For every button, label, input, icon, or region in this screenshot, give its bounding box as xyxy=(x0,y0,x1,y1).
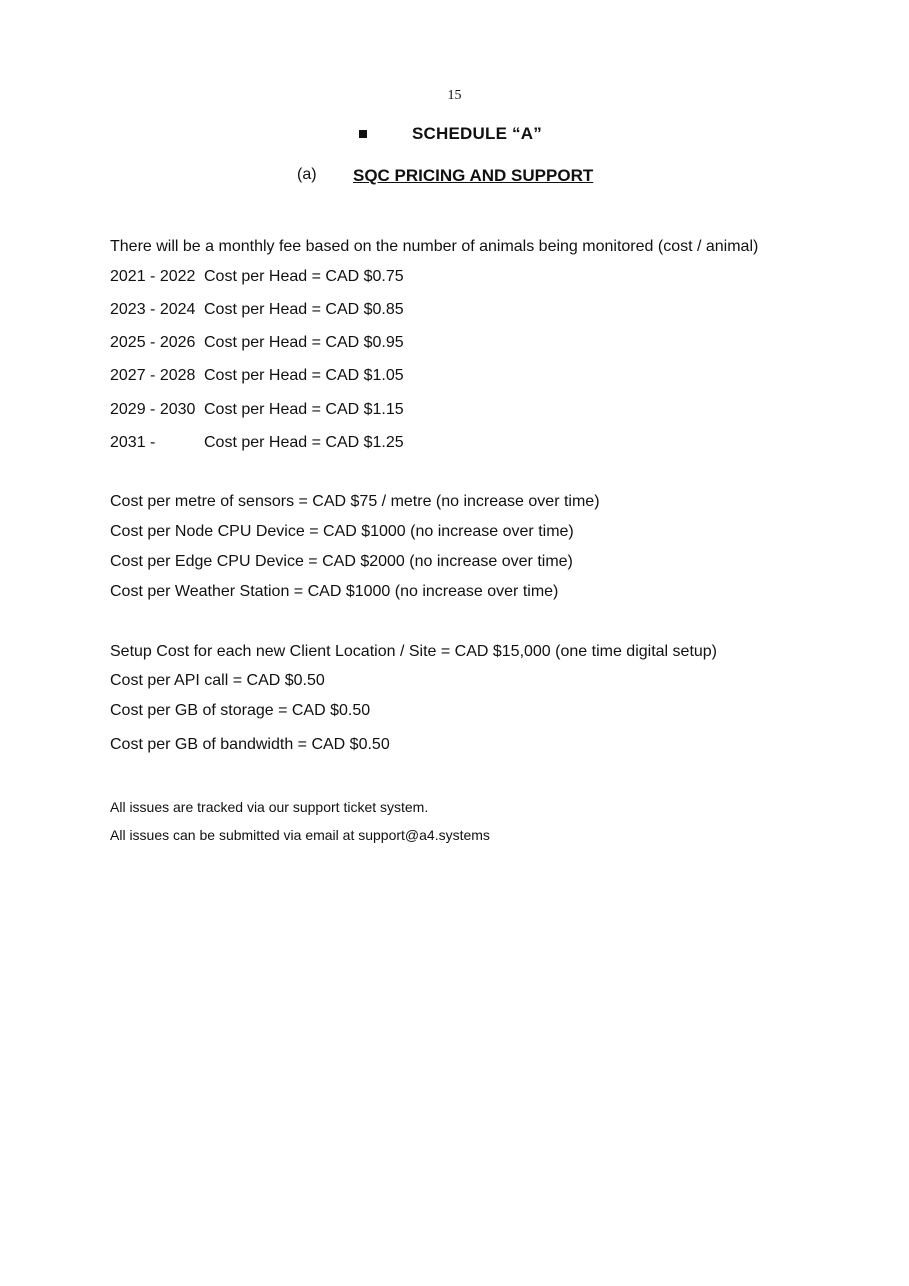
square-bullet-icon xyxy=(359,130,367,138)
price-years: 2027 - 2028 xyxy=(110,367,196,384)
section-title: SQC PRICING AND SUPPORT xyxy=(353,166,594,185)
hardware-cost-line: Cost per metre of sensors = CAD $75 / metre (no increase over time) xyxy=(110,493,600,510)
price-years: 2023 - 2024 xyxy=(110,301,196,318)
price-cost: Cost per Head = CAD $1.05 xyxy=(204,367,404,384)
section-heading xyxy=(0,166,909,190)
schedule-heading xyxy=(0,124,909,148)
price-years: 2021 - 2022 xyxy=(110,268,196,285)
service-cost-line: Cost per API call = CAD $0.50 xyxy=(110,672,325,689)
price-cost: Cost per Head = CAD $0.95 xyxy=(204,334,404,351)
hardware-cost-line: Cost per Node CPU Device = CAD $1000 (no increase over time) xyxy=(110,523,574,540)
price-row xyxy=(110,434,510,454)
intro-text: There will be a monthly fee based on the number of animals being monitored (cost / animal) xyxy=(110,238,759,255)
price-row xyxy=(110,367,510,387)
price-cost: Cost per Head = CAD $1.25 xyxy=(204,434,404,451)
price-cost: Cost per Head = CAD $1.15 xyxy=(204,401,404,418)
price-years: 2025 - 2026 xyxy=(110,334,196,351)
price-row xyxy=(110,334,510,354)
service-cost-line: Cost per GB of storage = CAD $0.50 xyxy=(110,702,371,719)
schedule-title: SCHEDULE “A” xyxy=(412,124,542,143)
price-row xyxy=(110,301,510,321)
service-cost-line: Cost per GB of bandwidth = CAD $0.50 xyxy=(110,736,390,753)
price-row xyxy=(110,268,510,288)
section-marker: (a) xyxy=(297,166,317,183)
support-line: All issues can be submitted via email at support@a4.systems xyxy=(110,827,490,843)
price-row xyxy=(110,401,510,421)
price-years: 2029 - 2030 xyxy=(110,401,196,418)
hardware-cost-line: Cost per Weather Station = CAD $1000 (no increase over time) xyxy=(110,583,559,600)
price-years: 2031 - xyxy=(110,434,156,451)
price-cost: Cost per Head = CAD $0.85 xyxy=(204,301,404,318)
service-cost-line: Setup Cost for each new Client Location / Site = CAD $15,000 (one time digital setup) xyxy=(110,643,718,660)
support-line: All issues are tracked via our support ticket system. xyxy=(110,799,429,815)
price-cost: Cost per Head = CAD $0.75 xyxy=(204,268,404,285)
hardware-cost-line: Cost per Edge CPU Device = CAD $2000 (no increase over time) xyxy=(110,553,573,570)
page-number: 15 xyxy=(447,88,462,103)
